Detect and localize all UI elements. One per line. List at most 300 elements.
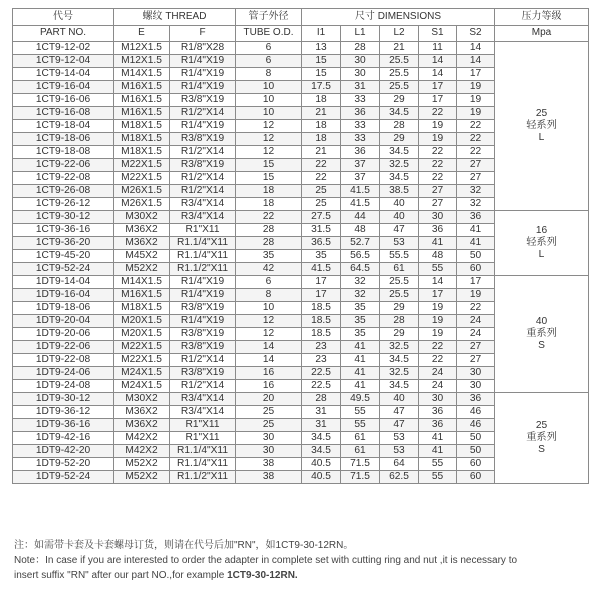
cell-part-no: 1CT9-26-12	[13, 198, 114, 211]
cell-thread-f: R1/2"X14	[170, 107, 236, 120]
cell-thread-f: R1.1/2"X11	[170, 471, 236, 484]
cell-s1: 22	[419, 107, 457, 120]
table-row	[13, 276, 589, 289]
cell-tube-od: 14	[236, 341, 302, 354]
cell-part-no: 1CT9-22-08	[13, 172, 114, 185]
cell-s1: 30	[419, 211, 457, 224]
cell-thread-f: R1.1/4"X11	[170, 250, 236, 263]
cell-s2: 46	[457, 419, 495, 432]
cell-s1: 41	[419, 445, 457, 458]
cell-l2: 28	[380, 315, 419, 328]
cell-tube-od: 18	[236, 185, 302, 198]
cell-i1: 41.5	[302, 263, 341, 276]
cell-l1: 33	[341, 133, 380, 146]
cell-part-no: 1DT9-20-06	[13, 328, 114, 341]
cell-s2: 41	[457, 237, 495, 250]
cell-thread-e: M52X2	[114, 263, 170, 276]
cell-part-no: 1CT9-52-24	[13, 263, 114, 276]
cell-s2: 32	[457, 198, 495, 211]
cell-thread-e: M36X2	[114, 419, 170, 432]
cell-thread-e: M18X1.5	[114, 120, 170, 133]
cell-thread-e: M36X2	[114, 224, 170, 237]
table-row	[13, 393, 589, 406]
table-body	[13, 42, 589, 484]
cell-thread-e: M24X1.5	[114, 367, 170, 380]
cell-i1: 40.5	[302, 458, 341, 471]
cell-tube-od: 15	[236, 172, 302, 185]
cell-s2: 60	[457, 263, 495, 276]
cell-l2: 64	[380, 458, 419, 471]
cell-tube-od: 10	[236, 302, 302, 315]
cell-thread-e: M22X1.5	[114, 354, 170, 367]
cell-thread-e: M16X1.5	[114, 81, 170, 94]
header-l2: L2	[380, 25, 419, 42]
cell-part-no: 1CT9-30-12	[13, 211, 114, 224]
cell-thread-f: R3/8"X19	[170, 328, 236, 341]
cell-l1: 64.5	[341, 263, 380, 276]
pressure-code: L	[538, 249, 545, 260]
cell-s2: 27	[457, 341, 495, 354]
cell-thread-e: M14X1.5	[114, 68, 170, 81]
cell-l2: 25.5	[380, 68, 419, 81]
note-english-line1: Note：In case if you are interested to order the adapter in complete set with cutting ring and nut ,it is necessary to	[14, 555, 518, 566]
cell-s1: 22	[419, 146, 457, 159]
cell-tube-od: 18	[236, 198, 302, 211]
cell-s2: 36	[457, 211, 495, 224]
cell-l2: 53	[380, 445, 419, 458]
cell-s2: 24	[457, 328, 495, 341]
cell-l2: 32.5	[380, 159, 419, 172]
cell-thread-f: R1/8"X28	[170, 42, 236, 55]
cell-thread-f: R1/2"X14	[170, 380, 236, 393]
cell-thread-e: M36X2	[114, 237, 170, 250]
cell-thread-f: R3/4"X14	[170, 211, 236, 224]
cell-l2: 47	[380, 406, 419, 419]
cell-part-no: 1CT9-12-02	[13, 42, 114, 55]
cell-s2: 27	[457, 172, 495, 185]
cell-s2: 14	[457, 42, 495, 55]
cell-l2: 34.5	[380, 107, 419, 120]
cell-i1: 17.5	[302, 81, 341, 94]
cell-l1: 41	[341, 354, 380, 367]
cell-tube-od: 28	[236, 237, 302, 250]
cell-i1: 18	[302, 94, 341, 107]
cell-s1: 17	[419, 289, 457, 302]
cell-l1: 33	[341, 120, 380, 133]
header-i1: I1	[302, 25, 341, 42]
cell-s2: 22	[457, 120, 495, 133]
cell-l1: 37	[341, 172, 380, 185]
header-dimensions: 尺寸 DIMENSIONS	[302, 9, 495, 26]
cell-l2: 29	[380, 94, 419, 107]
cell-thread-e: M12X1.5	[114, 55, 170, 68]
cell-l1: 35	[341, 315, 380, 328]
cell-part-no: 1CT9-12-04	[13, 55, 114, 68]
cell-l1: 30	[341, 68, 380, 81]
cell-l2: 25.5	[380, 289, 419, 302]
cell-part-no: 1DT9-24-08	[13, 380, 114, 393]
order-notes	[14, 538, 588, 583]
cell-thread-e: M52X2	[114, 458, 170, 471]
cell-tube-od: 6	[236, 276, 302, 289]
cell-l1: 33	[341, 94, 380, 107]
cell-thread-f: R3/8"X19	[170, 133, 236, 146]
cell-part-no: 1DT9-20-04	[13, 315, 114, 328]
cell-i1: 40.5	[302, 471, 341, 484]
header-s2: S2	[457, 25, 495, 42]
header-tube-od: TUBE O.D.	[236, 25, 302, 42]
pressure-code: S	[538, 444, 545, 455]
cell-thread-e: M36X2	[114, 406, 170, 419]
pressure-series: 轻系列	[526, 120, 557, 131]
header-l1: L1	[341, 25, 380, 42]
cell-s2: 22	[457, 133, 495, 146]
cell-l1: 32	[341, 289, 380, 302]
pressure-value: 25	[535, 108, 548, 119]
cell-l1: 37	[341, 159, 380, 172]
cell-s1: 41	[419, 432, 457, 445]
cell-part-no: 1CT9-22-06	[13, 159, 114, 172]
cell-i1: 31	[302, 406, 341, 419]
cell-s1: 17	[419, 81, 457, 94]
cell-l2: 62.5	[380, 471, 419, 484]
cell-l2: 47	[380, 224, 419, 237]
cell-part-no: 1DT9-52-24	[13, 471, 114, 484]
cell-s1: 55	[419, 263, 457, 276]
cell-i1: 22	[302, 172, 341, 185]
header-tube-od-cn: 管子外径	[236, 9, 302, 26]
cell-thread-e: M20X1.5	[114, 328, 170, 341]
cell-l1: 41.5	[341, 185, 380, 198]
cell-s2: 14	[457, 55, 495, 68]
cell-i1: 25	[302, 185, 341, 198]
cell-thread-f: R3/4"X14	[170, 198, 236, 211]
cell-l2: 55.5	[380, 250, 419, 263]
cell-i1: 23	[302, 354, 341, 367]
note-chinese: 注：如需带卡套及卡套螺母订货，则请在代号后加"RN"，如1CT9-30-12RN。	[14, 540, 354, 551]
table-row	[13, 211, 589, 224]
pressure-code: S	[538, 340, 545, 351]
cell-i1: 18.5	[302, 315, 341, 328]
cell-s2: 19	[457, 107, 495, 120]
cell-tube-od: 16	[236, 380, 302, 393]
cell-s2: 60	[457, 471, 495, 484]
cell-tube-od: 12	[236, 146, 302, 159]
cell-part-no: 1CT9-18-04	[13, 120, 114, 133]
cell-l2: 40	[380, 393, 419, 406]
cell-l1: 41	[341, 341, 380, 354]
cell-s1: 19	[419, 302, 457, 315]
cell-thread-f: R1.1/4"X11	[170, 458, 236, 471]
cell-i1: 22.5	[302, 367, 341, 380]
cell-thread-f: R1/4"X19	[170, 81, 236, 94]
pressure-group	[495, 211, 589, 276]
cell-part-no: 1CT9-16-08	[13, 107, 114, 120]
cell-tube-od: 38	[236, 458, 302, 471]
cell-thread-e: M30X2	[114, 393, 170, 406]
cell-s1: 41	[419, 237, 457, 250]
pressure-value: 40	[535, 316, 548, 327]
cell-s2: 46	[457, 406, 495, 419]
cell-thread-e: M45X2	[114, 250, 170, 263]
cell-i1: 28	[302, 393, 341, 406]
cell-l1: 41	[341, 380, 380, 393]
cell-i1: 15	[302, 55, 341, 68]
cell-s1: 36	[419, 419, 457, 432]
cell-part-no: 1CT9-36-16	[13, 224, 114, 237]
cell-part-no: 1DT9-24-06	[13, 367, 114, 380]
cell-i1: 18.5	[302, 328, 341, 341]
cell-i1: 25	[302, 198, 341, 211]
cell-l1: 35	[341, 328, 380, 341]
cell-i1: 18.5	[302, 302, 341, 315]
cell-part-no: 1DT9-36-12	[13, 406, 114, 419]
cell-s2: 19	[457, 81, 495, 94]
cell-tube-od: 28	[236, 224, 302, 237]
cell-s2: 22	[457, 302, 495, 315]
note-english-line2	[14, 568, 588, 583]
cell-l1: 32	[341, 276, 380, 289]
pressure-code: L	[538, 132, 545, 143]
cell-thread-e: M24X1.5	[114, 380, 170, 393]
pressure-series: 重系列	[526, 432, 557, 443]
cell-thread-f: R1/4"X19	[170, 68, 236, 81]
cell-thread-e: M18X1.5	[114, 146, 170, 159]
cell-l1: 36	[341, 146, 380, 159]
cell-thread-f: R1/4"X19	[170, 120, 236, 133]
cell-s1: 55	[419, 458, 457, 471]
cell-s1: 48	[419, 250, 457, 263]
cell-i1: 34.5	[302, 445, 341, 458]
cell-l1: 41.5	[341, 198, 380, 211]
cell-thread-e: M26X1.5	[114, 185, 170, 198]
cell-thread-e: M14X1.5	[114, 276, 170, 289]
cell-s1: 22	[419, 159, 457, 172]
cell-tube-od: 10	[236, 81, 302, 94]
cell-part-no: 1DT9-16-04	[13, 289, 114, 302]
cell-l2: 53	[380, 237, 419, 250]
cell-thread-e: M18X1.5	[114, 302, 170, 315]
cell-i1: 18	[302, 133, 341, 146]
cell-l2: 34.5	[380, 354, 419, 367]
cell-thread-e: M16X1.5	[114, 107, 170, 120]
cell-s1: 27	[419, 198, 457, 211]
cell-tube-od: 38	[236, 471, 302, 484]
cell-thread-f: R1/2"X14	[170, 146, 236, 159]
cell-tube-od: 12	[236, 315, 302, 328]
cell-s1: 11	[419, 42, 457, 55]
cell-l2: 38.5	[380, 185, 419, 198]
pressure-value: 16	[535, 225, 548, 236]
cell-l2: 32.5	[380, 367, 419, 380]
cell-s1: 22	[419, 341, 457, 354]
cell-s1: 14	[419, 55, 457, 68]
cell-l2: 25.5	[380, 81, 419, 94]
cell-thread-e: M12X1.5	[114, 42, 170, 55]
cell-part-no: 1DT9-18-06	[13, 302, 114, 315]
cell-thread-f: R3/8"X19	[170, 367, 236, 380]
cell-thread-e: M30X2	[114, 211, 170, 224]
cell-thread-f: R1/4"X19	[170, 289, 236, 302]
cell-part-no: 1DT9-42-16	[13, 432, 114, 445]
cell-thread-f: R3/4"X14	[170, 393, 236, 406]
cell-thread-f: R3/8"X19	[170, 159, 236, 172]
cell-thread-f: R1/2"X14	[170, 354, 236, 367]
cell-s2: 30	[457, 380, 495, 393]
pressure-series: 轻系列	[526, 237, 557, 248]
cell-thread-f: R1/2"X14	[170, 172, 236, 185]
cell-thread-e: M42X2	[114, 445, 170, 458]
cell-s1: 19	[419, 120, 457, 133]
pressure-group	[495, 276, 589, 393]
cell-s2: 36	[457, 393, 495, 406]
cell-l2: 34.5	[380, 172, 419, 185]
cell-s1: 27	[419, 185, 457, 198]
cell-l1: 48	[341, 224, 380, 237]
cell-s1: 14	[419, 68, 457, 81]
cell-s2: 32	[457, 185, 495, 198]
cell-tube-od: 10	[236, 94, 302, 107]
cell-part-no: 1CT9-18-08	[13, 146, 114, 159]
cell-part-no: 1DT9-52-20	[13, 458, 114, 471]
note-english-text: insert suffix "RN" after our part NO.,for example	[14, 570, 228, 581]
cell-tube-od: 30	[236, 445, 302, 458]
cell-tube-od: 8	[236, 289, 302, 302]
cell-i1: 23	[302, 341, 341, 354]
table-header	[13, 9, 589, 42]
cell-i1: 31	[302, 419, 341, 432]
cell-i1: 36.5	[302, 237, 341, 250]
cell-tube-od: 12	[236, 120, 302, 133]
cell-s2: 22	[457, 146, 495, 159]
note-example-part: 1CT9-30-12RN.	[227, 570, 298, 581]
cell-s1: 19	[419, 315, 457, 328]
cell-thread-f: R1/2"X14	[170, 185, 236, 198]
cell-s2: 50	[457, 432, 495, 445]
cell-l2: 25.5	[380, 276, 419, 289]
cell-tube-od: 14	[236, 354, 302, 367]
cell-i1: 17	[302, 276, 341, 289]
cell-thread-f: R3/8"X19	[170, 341, 236, 354]
cell-l1: 30	[341, 55, 380, 68]
cell-l1: 35	[341, 302, 380, 315]
cell-part-no: 1CT9-16-06	[13, 94, 114, 107]
cell-tube-od: 42	[236, 263, 302, 276]
cell-i1: 22.5	[302, 380, 341, 393]
cell-part-no: 1DT9-30-12	[13, 393, 114, 406]
header-part-no: PART NO.	[13, 25, 114, 42]
cell-thread-f: R3/4"X14	[170, 406, 236, 419]
header-e: E	[114, 25, 170, 42]
cell-l2: 34.5	[380, 380, 419, 393]
cell-l2: 61	[380, 263, 419, 276]
cell-s1: 30	[419, 393, 457, 406]
cell-thread-e: M52X2	[114, 471, 170, 484]
cell-thread-f: R3/8"X19	[170, 94, 236, 107]
cell-l1: 41	[341, 367, 380, 380]
cell-s2: 17	[457, 68, 495, 81]
cell-s1: 17	[419, 94, 457, 107]
cell-l1: 56.5	[341, 250, 380, 263]
cell-part-no: 1CT9-16-04	[13, 81, 114, 94]
cell-i1: 15	[302, 68, 341, 81]
cell-s1: 22	[419, 354, 457, 367]
cell-thread-f: R1"X11	[170, 224, 236, 237]
cell-s2: 17	[457, 276, 495, 289]
cell-part-no: 1CT9-26-08	[13, 185, 114, 198]
cell-thread-e: M20X1.5	[114, 315, 170, 328]
cell-l2: 40	[380, 198, 419, 211]
cell-thread-e: M16X1.5	[114, 94, 170, 107]
cell-part-no: 1DT9-36-16	[13, 419, 114, 432]
cell-s1: 14	[419, 276, 457, 289]
cell-l1: 28	[341, 42, 380, 55]
cell-tube-od: 15	[236, 159, 302, 172]
cell-part-no: 1CT9-14-04	[13, 68, 114, 81]
header-pressure-cn: 压力等级	[495, 9, 589, 26]
cell-thread-e: M22X1.5	[114, 341, 170, 354]
cell-l1: 31	[341, 81, 380, 94]
cell-s1: 19	[419, 328, 457, 341]
cell-i1: 21	[302, 107, 341, 120]
cell-s1: 24	[419, 367, 457, 380]
cell-l1: 55	[341, 406, 380, 419]
cell-i1: 31.5	[302, 224, 341, 237]
cell-part-no: 1DT9-42-20	[13, 445, 114, 458]
cell-part-no: 1DT9-22-08	[13, 354, 114, 367]
cell-l2: 21	[380, 42, 419, 55]
pressure-value: 25	[535, 420, 548, 431]
cell-l2: 34.5	[380, 146, 419, 159]
header-thread: 螺纹 THREAD	[114, 9, 236, 26]
cell-thread-e: M22X1.5	[114, 159, 170, 172]
cell-tube-od: 6	[236, 42, 302, 55]
cell-l2: 29	[380, 328, 419, 341]
cell-i1: 17	[302, 289, 341, 302]
cell-s1: 36	[419, 224, 457, 237]
cell-thread-f: R1"X11	[170, 419, 236, 432]
cell-tube-od: 12	[236, 133, 302, 146]
cell-tube-od: 20	[236, 393, 302, 406]
cell-tube-od: 8	[236, 68, 302, 81]
cell-i1: 21	[302, 146, 341, 159]
cell-s2: 24	[457, 315, 495, 328]
cell-l2: 28	[380, 120, 419, 133]
cell-s2: 60	[457, 458, 495, 471]
cell-thread-e: M18X1.5	[114, 133, 170, 146]
cell-thread-f: R3/8"X19	[170, 302, 236, 315]
cell-part-no: 1CT9-18-06	[13, 133, 114, 146]
cell-thread-f: R1.1/2"X11	[170, 263, 236, 276]
cell-l1: 61	[341, 432, 380, 445]
cell-thread-e: M42X2	[114, 432, 170, 445]
cell-l1: 52.7	[341, 237, 380, 250]
cell-s2: 50	[457, 250, 495, 263]
cell-l2: 47	[380, 419, 419, 432]
cell-thread-f: R1"X11	[170, 432, 236, 445]
header-part-no-cn: 代号	[13, 9, 114, 26]
cell-thread-f: R1/4"X19	[170, 315, 236, 328]
cell-part-no: 1CT9-36-20	[13, 237, 114, 250]
cell-part-no: 1DT9-14-04	[13, 276, 114, 289]
cell-l2: 53	[380, 432, 419, 445]
cell-tube-od: 25	[236, 419, 302, 432]
cell-part-no: 1DT9-22-06	[13, 341, 114, 354]
header-mpa: Mpa	[495, 25, 589, 42]
header-f: F	[170, 25, 236, 42]
cell-l2: 40	[380, 211, 419, 224]
cell-tube-od: 16	[236, 367, 302, 380]
